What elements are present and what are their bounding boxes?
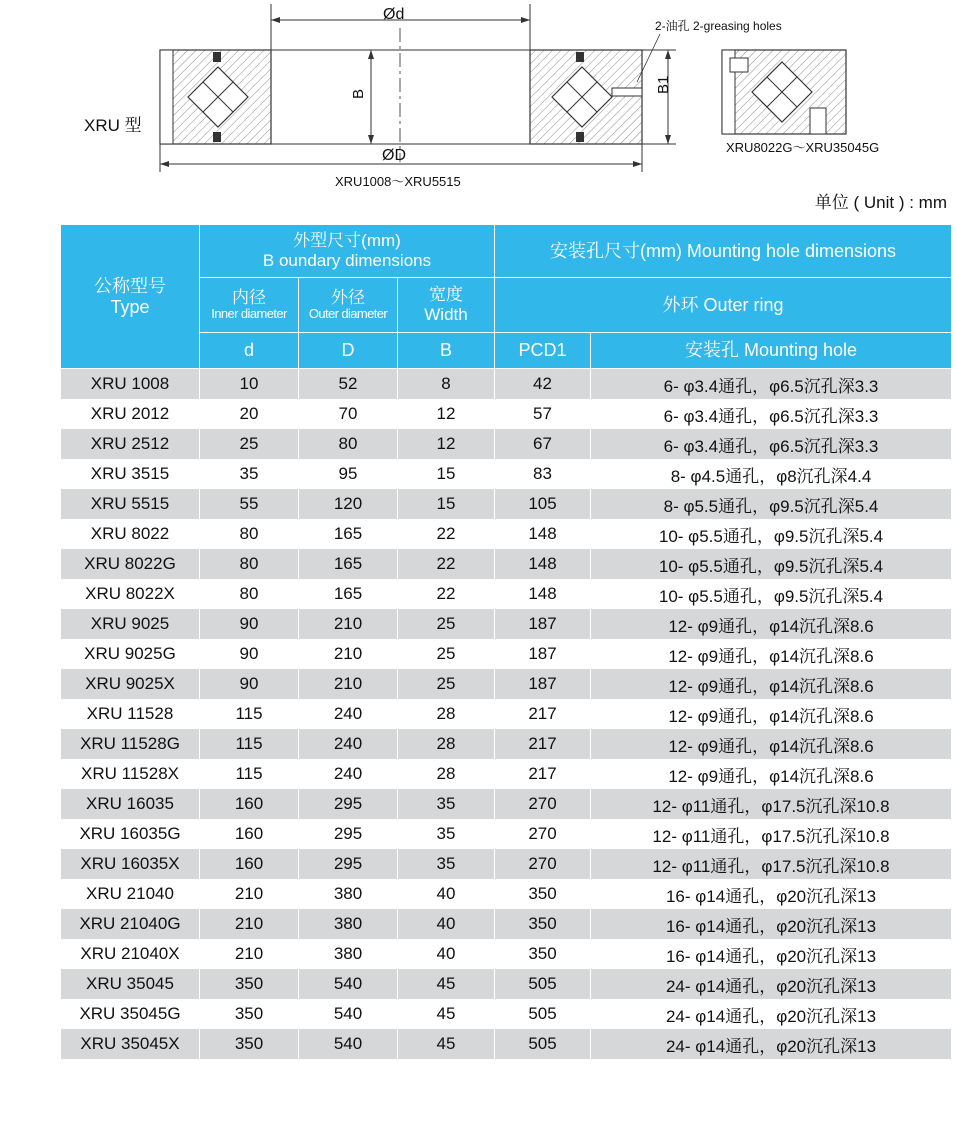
table-row (61, 819, 952, 849)
outer-diameter-cell: 165 (299, 579, 398, 609)
width-cell: 25 (398, 609, 495, 639)
outer-diameter-cell: 165 (299, 519, 398, 549)
inner-diameter-cell: 80 (200, 579, 299, 609)
mounting-hole-cell: 16- φ14通孔，φ20沉孔深13 (591, 909, 952, 939)
pcd1-cell: 148 (495, 519, 591, 549)
mounting-hole-cell: 16- φ14通孔，φ20沉孔深13 (591, 879, 952, 909)
width-cell: 12 (398, 429, 495, 459)
table-row (61, 519, 952, 549)
inner-diameter-cell: 350 (200, 969, 299, 999)
pcd1-cell: 217 (495, 699, 591, 729)
type-cell: XRU 8022 (61, 519, 200, 549)
type-cell: XRU 35045X (61, 1029, 200, 1059)
outer-diameter-cell: 380 (299, 879, 398, 909)
inner-diameter-cell: 25 (200, 429, 299, 459)
inner-diameter-cell: 160 (200, 819, 299, 849)
outer-diameter-cell: 380 (299, 939, 398, 969)
pcd1-cell: 217 (495, 759, 591, 789)
mounting-hole-cell: 6- φ3.4通孔，φ6.5沉孔深3.3 (591, 429, 952, 459)
type-cell: XRU 16035G (61, 819, 200, 849)
pcd1-header: PCD1 (495, 333, 591, 369)
mounting-hole-cell: 8- φ4.5通孔，φ8沉孔深4.4 (591, 459, 952, 489)
type-cell: XRU 35045G (61, 999, 200, 1029)
width-cell: 45 (398, 1029, 495, 1059)
outer-ring-header: 外环 Outer ring (495, 278, 952, 333)
pcd1-cell: 270 (495, 819, 591, 849)
pcd1-cell: 42 (495, 369, 591, 400)
outer-diameter-cell: 210 (299, 609, 398, 639)
table-row (61, 969, 952, 999)
inner-diameter-cell: 90 (200, 609, 299, 639)
outer-diameter-cell: 540 (299, 1029, 398, 1059)
bearing-drawing (0, 0, 957, 215)
type-cell: XRU 21040 (61, 879, 200, 909)
mounting-hole-header: 安装孔 Mounting hole (591, 333, 952, 369)
inner-diameter-cell: 115 (200, 759, 299, 789)
table-row (61, 639, 952, 669)
pcd1-cell: 187 (495, 669, 591, 699)
width-cell: 22 (398, 579, 495, 609)
specification-table (60, 224, 952, 1059)
inner-diameter-cell: 210 (200, 939, 299, 969)
width-cell: 28 (398, 759, 495, 789)
height1-symbol: B1 (655, 75, 672, 94)
width-cell: 28 (398, 699, 495, 729)
type-cell: XRU 8022X (61, 579, 200, 609)
width-header (398, 278, 495, 333)
type-cell: XRU 9025G (61, 639, 200, 669)
width-cell: 25 (398, 639, 495, 669)
table-row (61, 369, 952, 400)
pcd1-cell: 148 (495, 549, 591, 579)
type-cell: XRU 11528X (61, 759, 200, 789)
type-cell: XRU 9025 (61, 609, 200, 639)
inner-diameter-cell: 160 (200, 789, 299, 819)
pcd1-cell: 187 (495, 609, 591, 639)
outer-diameter-cell: 80 (299, 429, 398, 459)
type-cell: XRU 9025X (61, 669, 200, 699)
mounting-hole-cell: 10- φ5.5通孔，φ9.5沉孔深5.4 (591, 519, 952, 549)
mounting-hole-cell: 12- φ9通孔，φ14沉孔深8.6 (591, 609, 952, 639)
outer-diameter-cell: 70 (299, 399, 398, 429)
pcd1-cell: 83 (495, 459, 591, 489)
outer-diameter-header (299, 278, 398, 333)
type-cell: XRU 11528 (61, 699, 200, 729)
pcd1-cell: 67 (495, 429, 591, 459)
range-caption-left: XRU1008～XRU5515 (335, 174, 461, 189)
mounting-hole-cell: 10- φ5.5通孔，φ9.5沉孔深5.4 (591, 579, 952, 609)
mounting-hole-cell: 24- φ14通孔，φ20沉孔深13 (591, 999, 952, 1029)
width-cell: 25 (398, 669, 495, 699)
mounting-hole-cell: 12- φ11通孔，φ17.5沉孔深10.8 (591, 819, 952, 849)
table-row (61, 759, 952, 789)
greasing-note: 2-油孔 2-greasing holes (655, 19, 782, 33)
pcd1-cell: 105 (495, 489, 591, 519)
width-cell: 22 (398, 549, 495, 579)
table-row (61, 579, 952, 609)
outer-diameter-cell: 165 (299, 549, 398, 579)
inner-header-en: Inner diameter (211, 306, 287, 322)
inner-diameter-cell: 350 (200, 999, 299, 1029)
pcd1-cell: 505 (495, 1029, 591, 1059)
boundary-header (200, 225, 495, 278)
outer-diameter-cell: 295 (299, 849, 398, 879)
width-cell: 22 (398, 519, 495, 549)
table-row (61, 489, 952, 519)
inner-diameter-cell: 90 (200, 639, 299, 669)
width-cell: 35 (398, 849, 495, 879)
table-row (61, 399, 952, 429)
outer-header-cn: 外径 (331, 287, 365, 307)
mounting-hole-cell: 16- φ14通孔，φ20沉孔深13 (591, 939, 952, 969)
table-row (61, 669, 952, 699)
outer-diameter-cell: 240 (299, 699, 398, 729)
table-row (61, 609, 952, 639)
range-caption-right: XRU8022G～XRU35045G (726, 140, 880, 155)
inner-diameter-cell: 115 (200, 729, 299, 759)
drawing-title: XRU 型 (84, 116, 142, 135)
width-header-cn: 宽度 (429, 285, 463, 305)
pcd1-cell: 270 (495, 789, 591, 819)
outer-diameter-cell: 240 (299, 729, 398, 759)
inner-diameter-cell: 90 (200, 669, 299, 699)
mounting-hole-cell: 24- φ14通孔，φ20沉孔深13 (591, 1029, 952, 1059)
width-cell: 40 (398, 879, 495, 909)
table-row (61, 729, 952, 759)
width-header-en: Width (424, 305, 468, 324)
type-header-cn: 公称型号 (94, 275, 166, 296)
pcd1-cell: 350 (495, 939, 591, 969)
pcd1-cell: 148 (495, 579, 591, 609)
pcd1-cell: 57 (495, 399, 591, 429)
mounting-header: 安装孔尺寸(mm) Mounting hole dimensions (495, 225, 952, 278)
pcd1-cell: 505 (495, 999, 591, 1029)
width-cell: 45 (398, 999, 495, 1029)
type-cell: XRU 11528G (61, 729, 200, 759)
outer-diameter-symbol: ØD (382, 147, 406, 164)
type-cell: XRU 5515 (61, 489, 200, 519)
inner-diameter-cell: 55 (200, 489, 299, 519)
inner-diameter-cell: 80 (200, 549, 299, 579)
mounting-hole-cell: 10- φ5.5通孔，φ9.5沉孔深5.4 (591, 549, 952, 579)
symbol-d-header: d (200, 333, 299, 369)
width-cell: 45 (398, 969, 495, 999)
pcd1-cell: 505 (495, 969, 591, 999)
table-row (61, 549, 952, 579)
outer-diameter-cell: 380 (299, 909, 398, 939)
outer-diameter-cell: 540 (299, 999, 398, 1029)
table-row (61, 909, 952, 939)
mounting-hole-cell: 12- φ9通孔，φ14沉孔深8.6 (591, 759, 952, 789)
table-row (61, 1029, 952, 1059)
unit-label: 单位 ( Unit ) : mm (814, 193, 947, 212)
table-row (61, 879, 952, 909)
type-cell: XRU 3515 (61, 459, 200, 489)
mounting-hole-cell: 8- φ5.5通孔，φ9.5沉孔深5.4 (591, 489, 952, 519)
width-cell: 40 (398, 909, 495, 939)
boundary-header-en: B oundary dimensions (262, 251, 432, 270)
outer-header-en: Outer diameter (308, 306, 388, 322)
outer-diameter-cell: 210 (299, 639, 398, 669)
type-cell: XRU 35045 (61, 969, 200, 999)
width-cell: 12 (398, 399, 495, 429)
mounting-hole-cell: 12- φ11通孔，φ17.5沉孔深10.8 (591, 849, 952, 879)
type-cell: XRU 1008 (61, 369, 200, 400)
width-cell: 15 (398, 459, 495, 489)
outer-diameter-cell: 52 (299, 369, 398, 400)
mounting-hole-cell: 6- φ3.4通孔，φ6.5沉孔深3.3 (591, 369, 952, 400)
table-row (61, 939, 952, 969)
type-cell: XRU 8022G (61, 549, 200, 579)
outer-diameter-cell: 210 (299, 669, 398, 699)
inner-diameter-cell: 80 (200, 519, 299, 549)
inner-diameter-cell: 350 (200, 1029, 299, 1059)
type-cell: XRU 2012 (61, 399, 200, 429)
mounting-hole-cell: 12- φ9通孔，φ14沉孔深8.6 (591, 639, 952, 669)
outer-diameter-cell: 120 (299, 489, 398, 519)
pcd1-cell: 187 (495, 639, 591, 669)
width-cell: 35 (398, 819, 495, 849)
table-row (61, 849, 952, 879)
symbol-B-header: B (398, 333, 495, 369)
table-row (61, 699, 952, 729)
mounting-hole-cell: 12- φ9通孔，φ14沉孔深8.6 (591, 669, 952, 699)
outer-diameter-cell: 240 (299, 759, 398, 789)
outer-diameter-cell: 540 (299, 969, 398, 999)
mounting-hole-cell: 6- φ3.4通孔，φ6.5沉孔深3.3 (591, 399, 952, 429)
mounting-hole-cell: 24- φ14通孔，φ20沉孔深13 (591, 969, 952, 999)
pcd1-cell: 270 (495, 849, 591, 879)
inner-diameter-cell: 115 (200, 699, 299, 729)
mounting-hole-cell: 12- φ9通孔，φ14沉孔深8.6 (591, 699, 952, 729)
inner-header-cn: 内径 (232, 287, 266, 307)
inner-diameter-cell: 210 (200, 879, 299, 909)
table-body (61, 369, 952, 1060)
boundary-header-cn: 外型尺寸(mm) (293, 231, 401, 251)
width-cell: 35 (398, 789, 495, 819)
table-row (61, 459, 952, 489)
pcd1-cell: 350 (495, 879, 591, 909)
type-cell: XRU 21040G (61, 909, 200, 939)
table-row (61, 429, 952, 459)
outer-diameter-cell: 295 (299, 819, 398, 849)
symbol-D-header: D (299, 333, 398, 369)
inner-diameter-header (200, 278, 299, 333)
width-cell: 8 (398, 369, 495, 400)
type-cell: XRU 2512 (61, 429, 200, 459)
type-header-en: Type (110, 296, 150, 317)
inner-diameter-cell: 35 (200, 459, 299, 489)
inner-diameter-cell: 210 (200, 909, 299, 939)
type-cell: XRU 16035 (61, 789, 200, 819)
pcd1-cell: 217 (495, 729, 591, 759)
inner-diameter-cell: 160 (200, 849, 299, 879)
pcd1-cell: 350 (495, 909, 591, 939)
mounting-hole-cell: 12- φ11通孔，φ17.5沉孔深10.8 (591, 789, 952, 819)
mounting-hole-cell: 12- φ9通孔，φ14沉孔深8.6 (591, 729, 952, 759)
type-cell: XRU 16035X (61, 849, 200, 879)
height-symbol: B (350, 88, 367, 99)
outer-diameter-cell: 295 (299, 789, 398, 819)
type-cell: XRU 21040X (61, 939, 200, 969)
inner-diameter-cell: 10 (200, 369, 299, 400)
inner-diameter-symbol: Ød (383, 6, 405, 23)
inner-diameter-cell: 20 (200, 399, 299, 429)
table-row (61, 789, 952, 819)
width-cell: 40 (398, 939, 495, 969)
outer-diameter-cell: 95 (299, 459, 398, 489)
table-row (61, 999, 952, 1029)
width-cell: 15 (398, 489, 495, 519)
type-header (61, 225, 200, 369)
width-cell: 28 (398, 729, 495, 759)
